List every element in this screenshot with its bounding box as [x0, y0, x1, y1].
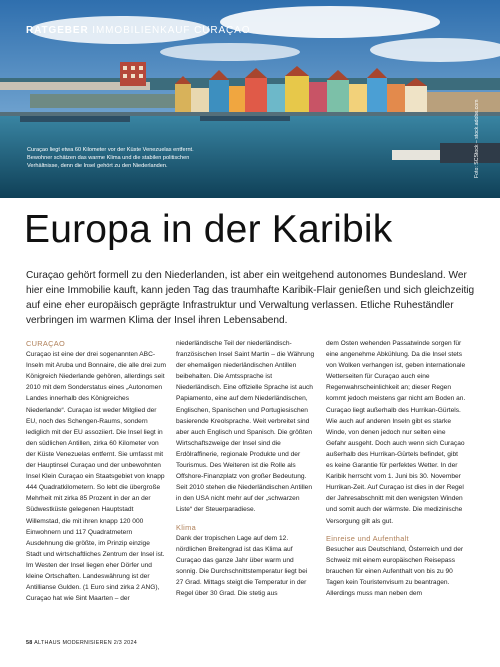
paragraph-wetter: dem Osten wehenden Passatwinde sorgen für eine angenehme Abkühlung. Da die Insel stets von Wolken verhangen ist, geben internationale Wetterseiten für Curaçao auch eine Regenwahrscheinlichkeit an; dieser Regen kommt jedoch meistens gar nicht am Boden an. Curaçao liegt außerhalb des Hurrikan-Gürtels. Wie auch auf anderen Inseln gibt es starke Winde, von denen jedoch nur selten eine Gefahr ausgeht. Doch auch wenn sich Curaçao außerhalb des Hurrikan-Gürtels befindet, gibt es keine Garantie für perfektes Wetter. In der Karibik herrscht vom 1. Juni bis 30. November Hurrikan-Zeit. Auf Curaçao ist dies in der Regel der Jahresabschnitt mit den wenigsten Winden und somit auch der wärmste. Die medizinische Versorgung gilt als gut. [326, 340, 466, 525]
heading-curacao: CURAÇAO [26, 339, 66, 348]
text-column-1 [26, 338, 166, 604]
paragraph-einreise: Besucher aus Deutschland, Österreich und der Schweiz mit einem europäischen Reisepass brauchen für einen Aufenthalt von bis zu 90 Tagen kein Touristenvisum zu beantragen. Allerdings muss man neben dem [326, 545, 464, 598]
heading-klima: Klima [176, 522, 196, 532]
photo-credit: Foto: SCStock – stock.adobe.com [474, 99, 480, 178]
page-footer [26, 640, 137, 646]
paragraph-curacao: Curaçao ist eine der drei sogenannten ABC-Inseln mit Aruba und Bonnaire, die alle drei zum Königreich Niederlande gehören, allerdings seit 2010 mit dem Sonderstatus eines „Autonomen Landes innerhalb des Königreiches Niederlande“. Curaçao ist weder Mitglied der EU, noch des Schengen-Raums, sondern lediglich mit der EU assoziiert. Die Insel liegt in den südlichen Antillen, zirka 60 Kilometer von der Küste Venezuelas entfernt. Sie umfasst mit der Hauptinsel Curaçao und der unbewohnten Insel Klein Curaçao ein Staatsgebiet von knapp 444 Quadratkilometern. So lebt die übergroße Mehrheit mit zirka 85 Prozent in der an der Südwestküste gelegenen Hauptstadt Willemstad, die mit ihren knapp 120 000 Einwohnern und 117 Quadratmetern Ausdehnung die größte, im Prinzip einzige Stadt und wirtschaftliches Zentrum der Insel ist. Im Westen der Insel liegen eher Dörfer und kleine Ortschaften. Landeswährung ist der Antillianse Gulden. (1 Euro sind zirka 2 ANG), Curaçao hat wie Sint Maarten – der [26, 351, 167, 603]
paragraph-amtssprache: niederländische Teil der niederländisch-französischen Insel Saint Martin – die Währung der ehemaligen niederländischen Antillen beibehalten. Die Amtssprache ist Niederländisch. Eine offizielle Sprache ist auch Papiamento, eine auf dem Niederländischen, Englischen, Spanischen und Portugiesischen basierende Kreolsprache. Weit verbreitet sind aber auch Englisch und Spanisch. Die größten Wirtschaftszweige der Insel sind die Erdölraffinerie, regionale Produkte und der Tourismus. Des Weiteren ist die Rolle als Offshore-Finanzplatz von großer Bedeutung. Seit 2010 stehen die Niederländischen Antillen in den USA nicht mehr auf der „schwarzen Liste“ der Steuerparadiese. [176, 340, 315, 514]
article-lead: Curaçao gehört formell zu den Niederlanden, ist aber ein weitgehend autonomes Bundesland. Wer hier eine Immobilie kauft, kann jeden Tag das traumhafte Karibik-Flair genießen und sich gleichzeitig auf eine eher europäisch geprägte Infrastruktur und Verwaltung verlassen. Etliche Ruheständler verbringen im warmen Klima der Insel ihren Lebensabend. [26, 270, 475, 326]
text-column-2 [176, 338, 316, 599]
article-headline: Europa in der Karibik [24, 208, 393, 251]
magazine-issue: ALTHAUS MODERNISIEREN 2/3 2024 [34, 640, 138, 646]
text-column-3 [326, 338, 466, 599]
hero-photo [0, 0, 500, 198]
paragraph-klima: Dank der tropischen Lage auf dem 12. nördlichen Breitengrad ist das Klima auf Curaçao das ganze Jahr über warm und sonnig. Die Durchschnittstemperatur liegt bei 27 Grad. Mittags steigt die Temperatur in der Regel über 30 Grad. Die stetig aus [176, 534, 308, 598]
kicker-topic: IMMOBILIENKAUF CURAÇAO [92, 25, 251, 36]
kicker-section: RATGEBER [26, 25, 89, 36]
section-kicker [26, 25, 250, 36]
page-number: 58 [26, 640, 33, 646]
heading-einreise: Einreise und Aufenthalt [326, 533, 409, 543]
photo-caption: Curaçao liegt etwa 60 Kilometer vor der Küste Venezuelas entfernt. Bewohner schätzen das warme Klima und die stabilen politischen Verhältnisse, denn die Insel gehört zu den Niederlanden. [27, 147, 194, 169]
